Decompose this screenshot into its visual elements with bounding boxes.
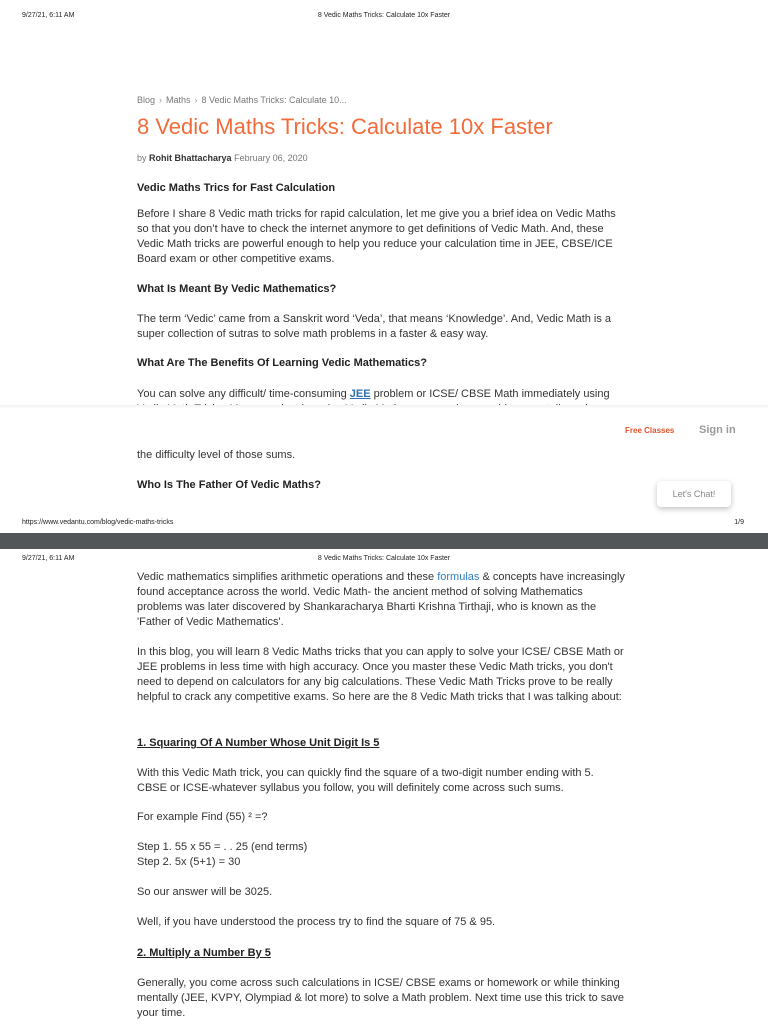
paragraph: Generally, you come across such calculations in ICSE/ CBSE exams or homework or while thinking mentally (JEE, KVPY, Olympiad & lot more) to solve a Math problem. Next time use this trick to save your time. (137, 977, 625, 1019)
paragraph-text: You can solve any difficult/ time-consuming (137, 388, 350, 400)
step-line: Step 1. 55 x 55 = . . 25 (end terms) (137, 841, 308, 853)
print-date: 9/27/21, 6:11 AM (22, 12, 75, 19)
paragraph: In this blog, you will learn 8 Vedic Maths tricks that you can apply to solve your ICSE/ CBSE Math or JEE problems in less time with high accuracy. Once you master these Vedic Math tricks, you don't need to depend on calculators for any big calculations. These Vedic Math Tricks prove to be really helpful to crack any competitive exams. So here are the 8 Vedic Math tricks that I was talking about: (137, 646, 624, 703)
print-url: https://www.vedantu.com/blog/vedic-maths-tricks (22, 519, 174, 526)
author-link[interactable]: Rohit Bhattacharya (149, 153, 232, 163)
paragraph: The term ‘Vedic’ came from a Sanskrit word ‘Veda’, that means ‘Knowledge’. And, Vedic Math is a super collection of sutras to solve math problems in a faster & easy way. (137, 313, 612, 340)
section-heading: Who Is The Father Of Vedic Maths? (137, 479, 321, 491)
paragraph: With this Vedic Math trick, you can quickly find the square of a two-digit number ending with 5. CBSE or ICSE-whatever syllabus you follow, you will definitely come across such sums. (137, 767, 594, 794)
byline (137, 151, 625, 166)
page-number: 1/9 (734, 519, 744, 526)
paragraph: So our answer will be 3025. (137, 886, 273, 898)
paragraph-text: Vedic mathematics simplifies arithmetic operations and these (137, 571, 438, 583)
section-heading: Vedic Maths Trics for Fast Calculation (137, 182, 336, 194)
page-separator (0, 533, 768, 549)
chevron-right-icon: › (194, 95, 198, 105)
paragraph-text: problem or ICSE/ CBSE Math immediately using (373, 388, 610, 400)
breadcrumb (137, 93, 625, 108)
sticky-bar-shadow (0, 405, 768, 409)
article-title: 8 Vedic Maths Tricks: Calculate 10x Faster (137, 114, 553, 139)
breadcrumb-blog[interactable]: Blog (137, 95, 156, 105)
publish-date: February 06, 2020 (234, 153, 308, 163)
lets-chat-button[interactable]: Let's Chat! (657, 481, 731, 507)
print-date: 9/27/21, 6:11 AM (22, 555, 75, 562)
paragraph: Well, if you have understood the process try to find the square of 75 & 95. (137, 916, 496, 928)
paragraph (137, 570, 625, 630)
print-title: 8 Vedic Maths Tricks: Calculate 10x Faster (317, 12, 451, 19)
free-classes-link[interactable]: Free Classes (625, 426, 675, 435)
breadcrumb-current[interactable]: 8 Vedic Maths Tricks: Calculate 10... (201, 95, 347, 105)
breadcrumb-maths[interactable]: Maths (166, 95, 191, 105)
chevron-right-icon: › (159, 95, 163, 105)
paragraph: For example Find (55) ² =? (137, 811, 268, 823)
section-heading: What Are The Benefits Of Learning Vedic Mathematics? (137, 357, 427, 369)
step-line: Step 2. 5x (5+1) = 30 (137, 856, 241, 868)
sign-in-link[interactable]: Sign in (699, 424, 736, 436)
section-heading: What Is Meant By Vedic Mathematics? (137, 283, 337, 295)
paragraph: Before I share 8 Vedic math tricks for rapid calculation, let me give you a brief idea on Vedic Maths so that you don’t have to check the internet anymore to get definitions of Vedic Math. And, these Vedic Math tricks are powerful enough to help you reduce your calculation time in JEE, CBSE/ICE Board exam or other competitive exams. (137, 208, 616, 265)
print-title: 8 Vedic Maths Tricks: Calculate 10x Faster (317, 555, 451, 562)
section-heading: 1. Squaring Of A Number Whose Unit Digit Is 5 (137, 737, 380, 749)
paragraph-text: & concepts have increasingly found acceptance across the world. Vedic Math- the ancient method of solving Mathematics problems was later discovered by Shankaracharya Bharti Krishna Tirthaji, who is known as the 'Father of Vedic Mathematics'. (137, 571, 625, 628)
formulas-link[interactable]: formulas (437, 571, 480, 583)
byline-prefix: by (137, 153, 147, 163)
section-heading: 2. Multiply a Number By 5 (137, 947, 271, 959)
paragraph: the difficulty level of those sums. (137, 449, 296, 461)
jee-link[interactable]: JEE (349, 388, 371, 400)
